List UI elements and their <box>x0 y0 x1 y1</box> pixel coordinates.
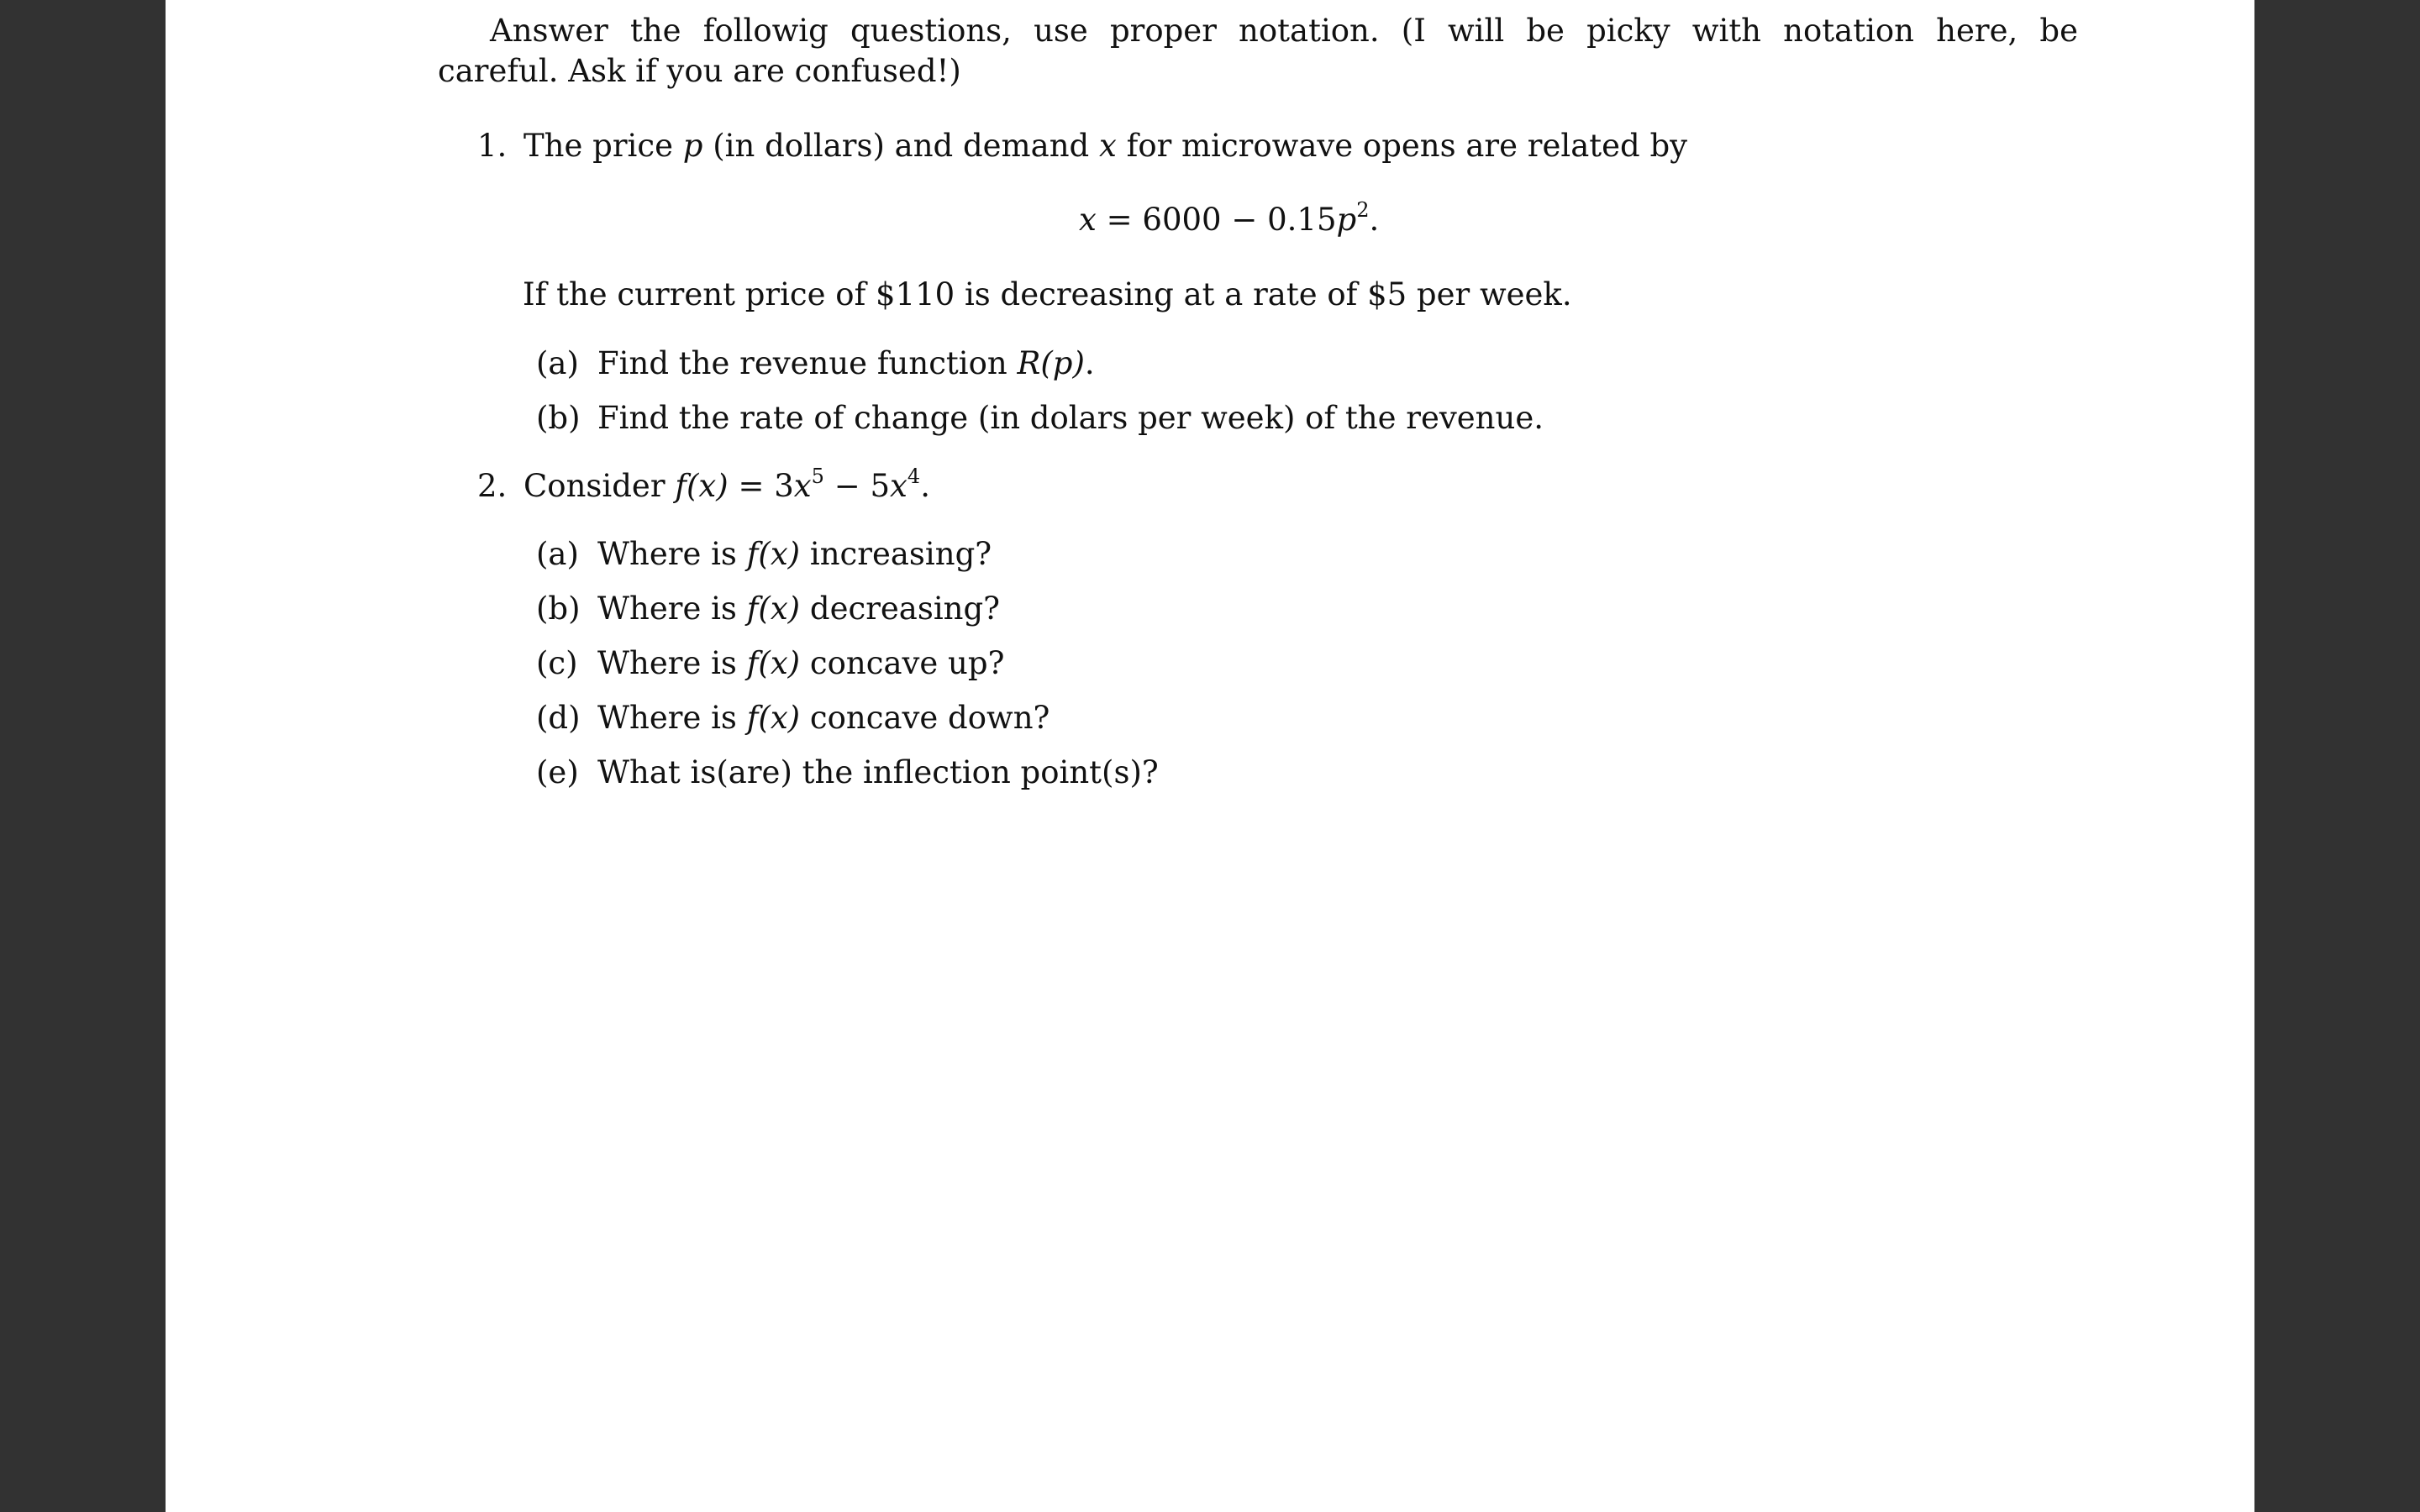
q2e-text: What is(are) the inflection point(s)? <box>597 754 1159 790</box>
q1-stem: The price p (in dollars) and demand x for microwave opens are related by <box>523 128 1688 164</box>
q2a-label: (a) <box>536 536 579 572</box>
q2-number: 2. <box>477 468 508 504</box>
q1a-text: Find the revenue function R(p). <box>597 345 1095 381</box>
q2e-label: (e) <box>536 754 579 790</box>
q1a-label: (a) <box>536 345 579 381</box>
q1b-label: (b) <box>536 400 581 436</box>
q2d-label: (d) <box>536 700 581 736</box>
q2b-text: Where is f(x) decreasing? <box>597 591 1001 627</box>
q1-number: 1. <box>477 128 508 164</box>
intro-line-2: careful. Ask if you are confused!) <box>438 53 961 89</box>
q2c-text: Where is f(x) concave up? <box>597 645 1005 681</box>
q2b-label: (b) <box>536 591 581 627</box>
q2a-text: Where is f(x) increasing? <box>597 536 992 572</box>
q2d-text: Where is f(x) concave down? <box>597 700 1050 736</box>
q1-condition: If the current price of $110 is decreasing at a rate of $5 per week. <box>523 276 1572 312</box>
intro-line-1: Answer the followig questions, use proper notation. (I will be picky with notation here, be <box>490 13 2078 49</box>
q2-stem: Consider $f(x) = 3x^5 - 5x^4$. <box>523 465 930 504</box>
document-page <box>166 0 2254 1512</box>
q1-equation: $x = 6000 - 0.15p^2$. <box>1079 198 1380 238</box>
q1b-text: Find the rate of change (in dolars per week) of the revenue. <box>597 400 1544 436</box>
q2c-label: (c) <box>536 645 578 681</box>
